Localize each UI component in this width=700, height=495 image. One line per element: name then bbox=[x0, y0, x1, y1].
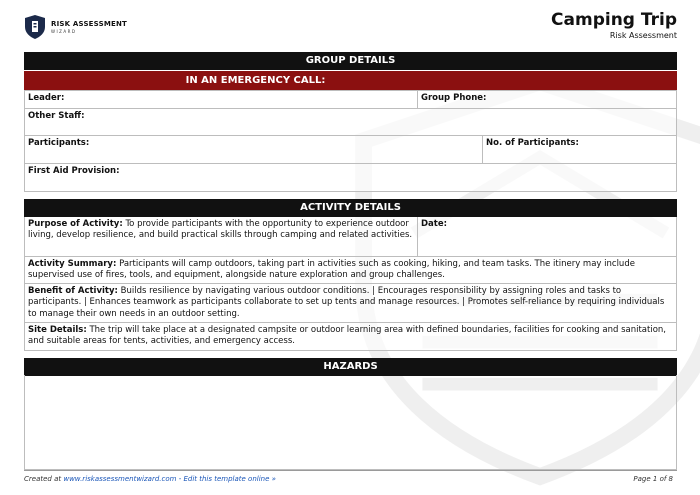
other-staff-row bbox=[24, 109, 677, 136]
page-header bbox=[24, 12, 677, 46]
group-phone-label: Group Phone: bbox=[421, 93, 487, 103]
benefit-row bbox=[24, 284, 677, 323]
summary-row bbox=[24, 257, 677, 284]
page-number: Page 1 of 8 bbox=[633, 475, 673, 483]
emergency-bar bbox=[24, 71, 677, 90]
first-aid-row bbox=[24, 164, 677, 192]
site-row bbox=[24, 323, 677, 351]
footer-created-prefix: Created at bbox=[24, 475, 62, 483]
leader-label: Leader: bbox=[28, 93, 65, 103]
participants-row bbox=[24, 136, 677, 164]
leader-field[interactable] bbox=[25, 91, 417, 108]
benefit-text: Builds resilience by navigating various outdoor conditions. | Encourages responsibility by assigning roles and tasks to participants. | Enhances teamwork as participants collaborate to set up tents and manage resources. | Promotes self-reliance by requiring individuals to manage their own needs in an outdoor setting. bbox=[28, 286, 665, 319]
purpose-row bbox=[24, 217, 677, 257]
emergency-label: IN AN EMERGENCY CALL: bbox=[185, 75, 326, 86]
footer-edit-link[interactable]: - Edit this template online » bbox=[178, 475, 276, 483]
site-text: The trip will take place at a designated campsite or outdoor learning area with defined boundaries, facilities for cooking and sanitation, and suitable areas for tents, activities, and emergency access. bbox=[28, 325, 666, 347]
hazards-heading: HAZARDS bbox=[24, 358, 677, 376]
activity-details-heading: ACTIVITY DETAILS bbox=[24, 199, 677, 217]
site-label: Site Details: bbox=[28, 325, 87, 335]
purpose-field[interactable] bbox=[25, 217, 417, 256]
logo bbox=[24, 14, 127, 40]
num-participants-field[interactable] bbox=[482, 136, 676, 163]
summary-label: Activity Summary: bbox=[28, 259, 117, 269]
hazards-table-area[interactable] bbox=[24, 375, 677, 470]
first-aid-field[interactable] bbox=[25, 164, 676, 191]
logo-title: RISK ASSESSMENT bbox=[51, 19, 128, 28]
site-field[interactable] bbox=[25, 323, 676, 350]
page-footer bbox=[24, 470, 677, 492]
num-participants-label: No. of Participants: bbox=[486, 138, 579, 148]
summary-text: Participants will camp outdoors, taking part in activities such as cooking, hiking, and team tasks. The itinery may include supervised use of fires, tools, and equipment, alongside nature exploration and group challenges. bbox=[28, 259, 635, 281]
summary-field[interactable] bbox=[25, 257, 676, 283]
footer-credit bbox=[24, 475, 276, 483]
shield-logo-icon bbox=[24, 14, 46, 40]
other-staff-field[interactable] bbox=[25, 109, 676, 135]
date-label: Date: bbox=[421, 219, 448, 229]
footer-site-link[interactable]: www.riskassessmentwizard.com bbox=[63, 475, 177, 483]
benefit-label: Benefit of Activity: bbox=[28, 286, 118, 296]
document-title: Camping Trip bbox=[551, 10, 677, 30]
benefit-field[interactable] bbox=[25, 284, 676, 322]
purpose-label: Purpose of Activity: bbox=[28, 219, 123, 229]
document-subtitle: Risk Assessment bbox=[609, 31, 677, 40]
group-details-heading: GROUP DETAILS bbox=[24, 52, 677, 70]
first-aid-label: First Aid Provision: bbox=[28, 166, 120, 176]
date-field[interactable] bbox=[417, 217, 676, 256]
other-staff-label: Other Staff: bbox=[28, 111, 85, 121]
logo-subtitle: WIZARD bbox=[51, 28, 77, 34]
purpose-text: To provide participants with the opportunity to experience outdoor living, develop resilience, and build practical skills through camping and related activities. bbox=[28, 219, 413, 241]
leader-row bbox=[24, 90, 677, 109]
participants-label: Participants: bbox=[28, 138, 90, 148]
participants-field[interactable] bbox=[25, 136, 482, 163]
group-phone-field[interactable] bbox=[417, 91, 676, 108]
